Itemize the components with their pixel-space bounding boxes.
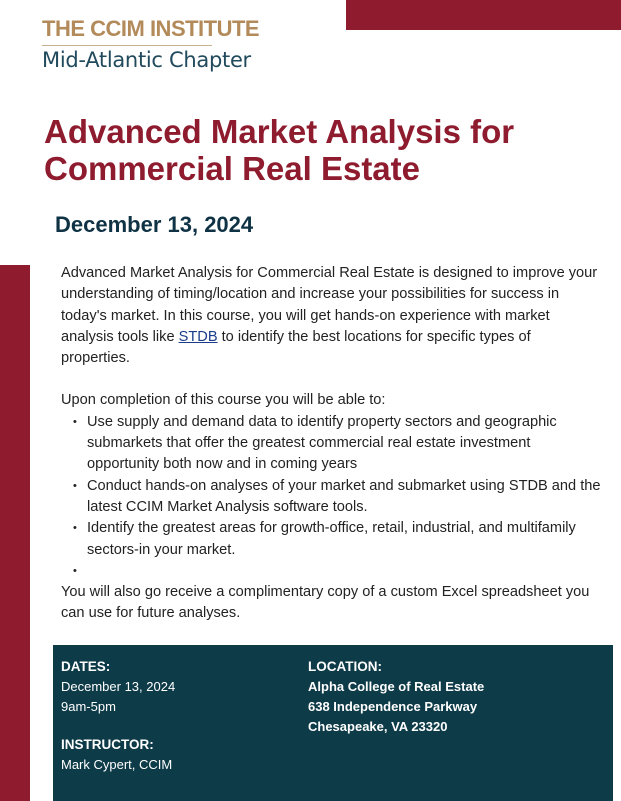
list-item: • Use supply and demand data to identify property sectors and geographic submarkets that offer the greatest commercial real estate investment opportunity both now and in coming years	[73, 412, 601, 476]
outcomes-list	[61, 412, 601, 582]
course-title: Advanced Market Analysis for Commercial Real Estate	[44, 113, 515, 187]
outcomes-lead: Upon completion of this course you will be able to:	[61, 392, 386, 409]
info-left-column	[61, 657, 175, 775]
instructor-value: Mark Cypert, CCIM	[61, 757, 173, 772]
location-city: Chesapeake, VA 23320	[308, 719, 448, 734]
intro-text-1: Advanced Market Analysis for Commercial Real Estate is designed to improve your understanding of timing/location and increase your possibilities for success in today's market. In this course, you will get hands-on experience with market analysis tools like	[61, 265, 598, 345]
location-name: Alpha College of Real Estate	[308, 679, 485, 694]
time-value: 9am-5pm	[61, 699, 116, 714]
list-item: • Identify the greatest areas for growth-office, retail, industrial, and multifamily sectors-in your market.	[73, 518, 601, 561]
intro-text-2: to identify the best locations for specific types of properties.	[61, 328, 531, 367]
instructor-label: INSTRUCTOR:	[61, 737, 154, 752]
closing-paragraph: You will also go receive a complimentary copy of a custom Excel spreadsheet you can use for future analyses.	[61, 584, 590, 622]
info-right-column	[308, 657, 484, 737]
side-accent-bar	[0, 265, 30, 801]
course-info-box	[53, 645, 613, 801]
list-item	[73, 561, 601, 582]
location-street: 638 Independence Parkway	[308, 699, 478, 714]
chapter-name: Mid-Atlantic Chapter	[42, 48, 251, 72]
logo-divider	[42, 45, 212, 46]
location-label: LOCATION:	[308, 659, 382, 674]
list-item: • Conduct hands-on analyses of your market and submarket using STDB and the latest CCIM Market Analysis software tools.	[73, 476, 601, 519]
intro-paragraph	[61, 263, 601, 369]
course-description	[61, 263, 601, 625]
org-logo-text: THE CCIM INSTITUTE	[42, 16, 260, 41]
top-accent-bar	[346, 0, 621, 30]
course-date: December 13, 2024	[55, 212, 254, 237]
dates-value: December 13, 2024	[61, 679, 176, 694]
dates-label: DATES:	[61, 659, 111, 674]
stdb-link[interactable]: STDB	[178, 328, 218, 345]
